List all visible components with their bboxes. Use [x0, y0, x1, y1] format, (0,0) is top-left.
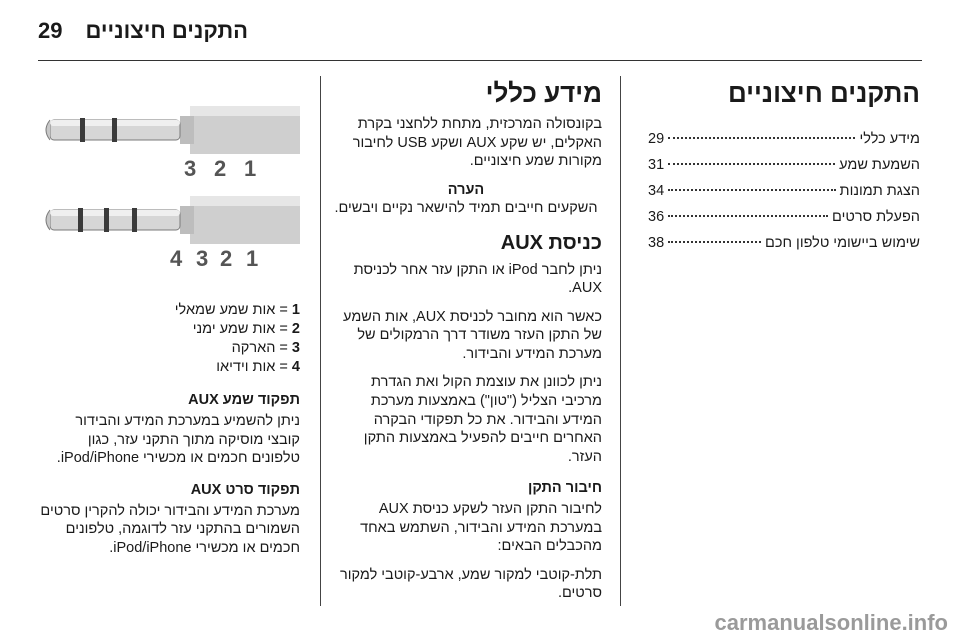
page-number: 29 — [38, 18, 63, 43]
toc-item-page: 36 — [648, 209, 665, 225]
audio-plug-illustration — [40, 98, 300, 278]
page-header-title: התקנים חיצוניים — [85, 18, 248, 43]
legend-text: = אות שמע ימני — [192, 321, 288, 337]
legend-number: 4 — [291, 359, 300, 375]
plug-top-label: 2 — [214, 156, 227, 181]
plug-info-column — [40, 294, 300, 567]
legend-text: = אות שמע שמאלי — [174, 302, 288, 318]
plug-top-label: 3 — [184, 156, 197, 181]
toc-item[interactable] — [648, 209, 920, 235]
legend-row — [40, 302, 300, 321]
toc-leader — [668, 163, 835, 165]
toc-leader — [668, 241, 761, 243]
header-rule — [38, 60, 922, 61]
toc-item-title: הצגת תמונות — [839, 183, 920, 199]
toc-item-page: 38 — [648, 235, 665, 251]
column-divider-right — [620, 76, 621, 606]
toc-item[interactable] — [648, 157, 920, 183]
legend-row — [40, 359, 300, 378]
aux-video-paragraph: מערכת המידע והבידור יכולה להקרין סרטים השמורים בהתקני עזר לדוגמה, טלפונים חכמים או מכשירי iPod/iPhone. — [40, 502, 300, 556]
column-divider-left — [320, 76, 321, 606]
plug-top-label: 1 — [244, 156, 257, 181]
legend-row — [40, 321, 300, 340]
toc-item-title: הפעלת סרטים — [832, 209, 920, 225]
toc-item-title: השמעת שמע — [839, 157, 920, 173]
toc-item-title: מידע כללי — [859, 131, 920, 147]
legend-number: 1 — [291, 302, 300, 318]
general-info-heading: מידע כללי — [485, 78, 602, 108]
toc-item-page: 34 — [648, 183, 665, 199]
toc-item-page: 31 — [648, 157, 665, 173]
watermark-text: carmanualsonline.info — [714, 610, 948, 635]
connect-paragraph-2: תלת-קוטבי למקור שמע, ארבע-קוטבי למקור סרטים. — [339, 566, 602, 602]
plug-bottom-label: 2 — [220, 246, 233, 271]
legend-row — [40, 340, 300, 359]
legend-text: = הארקה — [231, 340, 288, 356]
toc-item-title: שימוש ביישומי טלפון חכם — [765, 235, 920, 251]
legend-number: 3 — [291, 340, 300, 356]
plug-bottom-label: 3 — [196, 246, 209, 271]
plug-bottom-label: 1 — [246, 246, 259, 271]
toc-item[interactable] — [648, 131, 920, 157]
general-info-column — [330, 78, 602, 613]
aux-video-heading: תפקוד סרט AUX — [190, 481, 300, 498]
toc-item[interactable] — [648, 235, 920, 261]
note-box — [330, 181, 602, 218]
aux-audio-heading: תפקוד שמע AUX — [188, 392, 300, 408]
general-info-paragraph: בקונסולה המרכזית, מתחת ללחצני בקרת האקלים, יש שקע AUX ושקע USB לחיבור מקורות שמע חיצוניים. — [352, 116, 602, 170]
aux-audio-paragraph: ניתן להשמיע במערכת המידע והבידור קובצי מוסיקה מתוך התקני עזר, כגון טלפונים חכמים או מכשירי iPod/iPhone. — [56, 413, 300, 467]
aux-input-heading: כניסת AUX — [500, 231, 602, 254]
note-title: הערה — [447, 181, 485, 198]
note-text: השקעים חייבים תמיד להישאר נקיים ויבשים. — [334, 200, 598, 217]
legend-number: 2 — [291, 321, 300, 337]
toc-column — [648, 78, 920, 261]
toc-leader — [668, 189, 835, 191]
connect-device-heading: חיבור התקן — [527, 480, 602, 497]
toc-item-page: 29 — [648, 131, 665, 147]
plug-legend — [40, 302, 300, 378]
legend-text: = אות וידיאו — [216, 359, 288, 375]
aux-paragraph-3: ניתן לכוונן את עוצמת הקול ואת הגדרת מרכיבי הצליל ("טון") באמצעות מערכת המידע והבידור. את כל תפקודי הבקרה האחרים חייבים להפעיל באמצעות התקן העזר. — [363, 374, 602, 465]
aux-paragraph-1: ניתן לחבר iPod או התקן עזר אחר לכניסת AUX. — [353, 261, 602, 297]
section-heading: התקנים חיצוניים — [727, 78, 920, 108]
toc-leader — [668, 215, 828, 217]
plug-bottom-label: 4 — [170, 246, 183, 271]
connect-paragraph-1: לחיבור התקן העזר לשקע כניסת AUX במערכת המידע והבידור, השתמש באחד מהכבלים הבאים: — [360, 501, 602, 555]
table-of-contents — [648, 131, 920, 261]
aux-paragraph-2: כאשר הוא מחובר לכניסת AUX, אות השמע של התקן העזר משודר דרך הרמקולים של מערכת המידע והבידור. — [343, 308, 602, 362]
toc-item[interactable] — [648, 183, 920, 209]
toc-leader — [668, 137, 855, 139]
